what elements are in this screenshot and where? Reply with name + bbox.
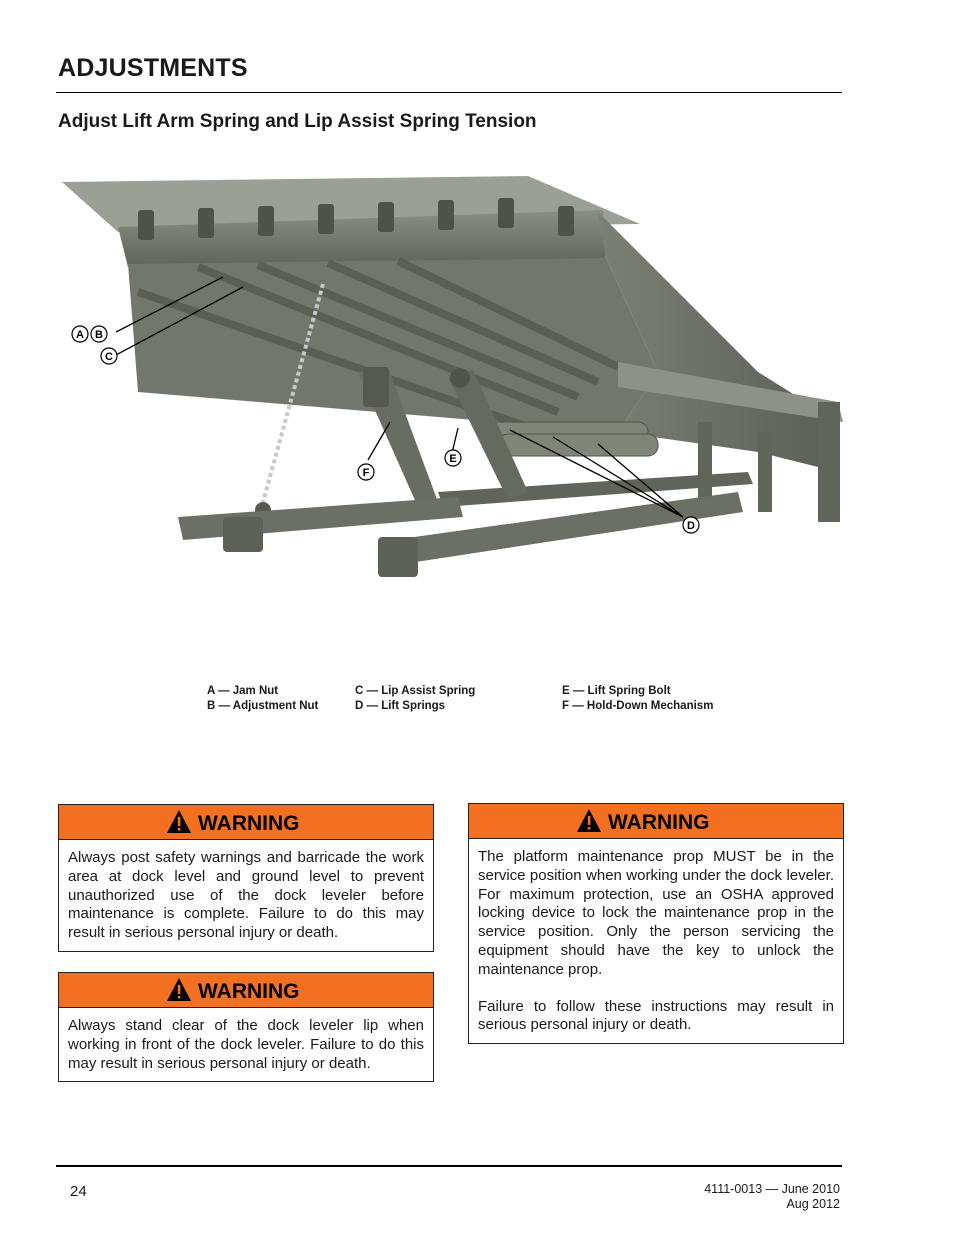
legend-item-c: C — Lip Assist Spring [355, 685, 476, 697]
warning-text-3-para-1: The platform maintenance prop MUST be in the service position when working under the dock leveler. For maximum protection, use an OSHA approved locking device to lock the maintenance prop in the service position. Only the person servicing the equipment should have the key to unlock the maintenance prop. [478, 848, 834, 978]
callout-a [72, 326, 88, 342]
page-number: 24 [70, 1183, 87, 1200]
title-rule [56, 92, 842, 93]
warning-text-2: Always stand clear of the dock leveler lip when working in front of the dock leveler. Failure to do this may result in serious personal injury or death. [68, 1017, 424, 1072]
legend-item-d: D — Lift Springs [355, 700, 446, 712]
front-ground-bar [178, 497, 463, 540]
legend-item-f: F — Hold-Down Mechanism [562, 700, 714, 712]
warning-box-2 [58, 972, 434, 1082]
warning-triangle-icon [576, 807, 736, 835]
lift-springs [488, 422, 658, 456]
legend-item-a: A — Jam Nut [207, 685, 279, 697]
callout-c [101, 348, 117, 364]
revision-date: Aug 2012 [786, 1197, 840, 1211]
footer-rule [56, 1165, 842, 1167]
warning-triangle-icon [166, 808, 326, 836]
legend-col-2 [355, 684, 475, 714]
legend-col-3 [562, 684, 713, 714]
warning-text-1: Always post safety warnings and barricade the work area at dock level and ground level to prevent unauthorized use of the dock leveler before maintenance is complete. Failure to do this may result in serious personal injury or death. [68, 849, 424, 942]
svg-text:D: D [687, 520, 695, 532]
warning-triangle-icon [166, 976, 326, 1004]
warning-label: WARNING [608, 811, 710, 834]
warning-banner [469, 804, 843, 839]
warning-box-1 [58, 804, 434, 952]
legend-item-b: B — Adjustment Nut [207, 700, 319, 712]
callout-d [683, 517, 699, 533]
page-title: ADJUSTMENTS [58, 54, 248, 82]
document-number: 4111-0013 — June 2010 [704, 1182, 840, 1196]
warning-text-3 [469, 839, 843, 1044]
svg-text:A: A [76, 329, 84, 341]
legend-item-e: E — Lift Spring Bolt [562, 685, 671, 697]
warning-banner [59, 973, 433, 1008]
svg-text:E: E [449, 453, 457, 465]
dock-leveler-illustration [58, 172, 848, 590]
warning-banner [59, 805, 433, 840]
callout-b [91, 326, 107, 342]
document-reference [600, 1182, 840, 1212]
warning-box-3 [468, 803, 844, 1044]
warning-label: WARNING [198, 980, 300, 1003]
section-title: Adjust Lift Arm Spring and Lip Assist Spring Tension [58, 111, 537, 132]
warning-text-3-para-2: Failure to follow these instructions may result in serious personal injury or death. [478, 997, 834, 1034]
legend-col-1 [207, 684, 318, 714]
svg-text:F: F [362, 467, 370, 479]
warning-label: WARNING [198, 812, 300, 835]
svg-text:B: B [95, 329, 103, 341]
callout-f [358, 464, 374, 480]
svg-text:C: C [105, 351, 113, 363]
callout-e [445, 450, 461, 466]
